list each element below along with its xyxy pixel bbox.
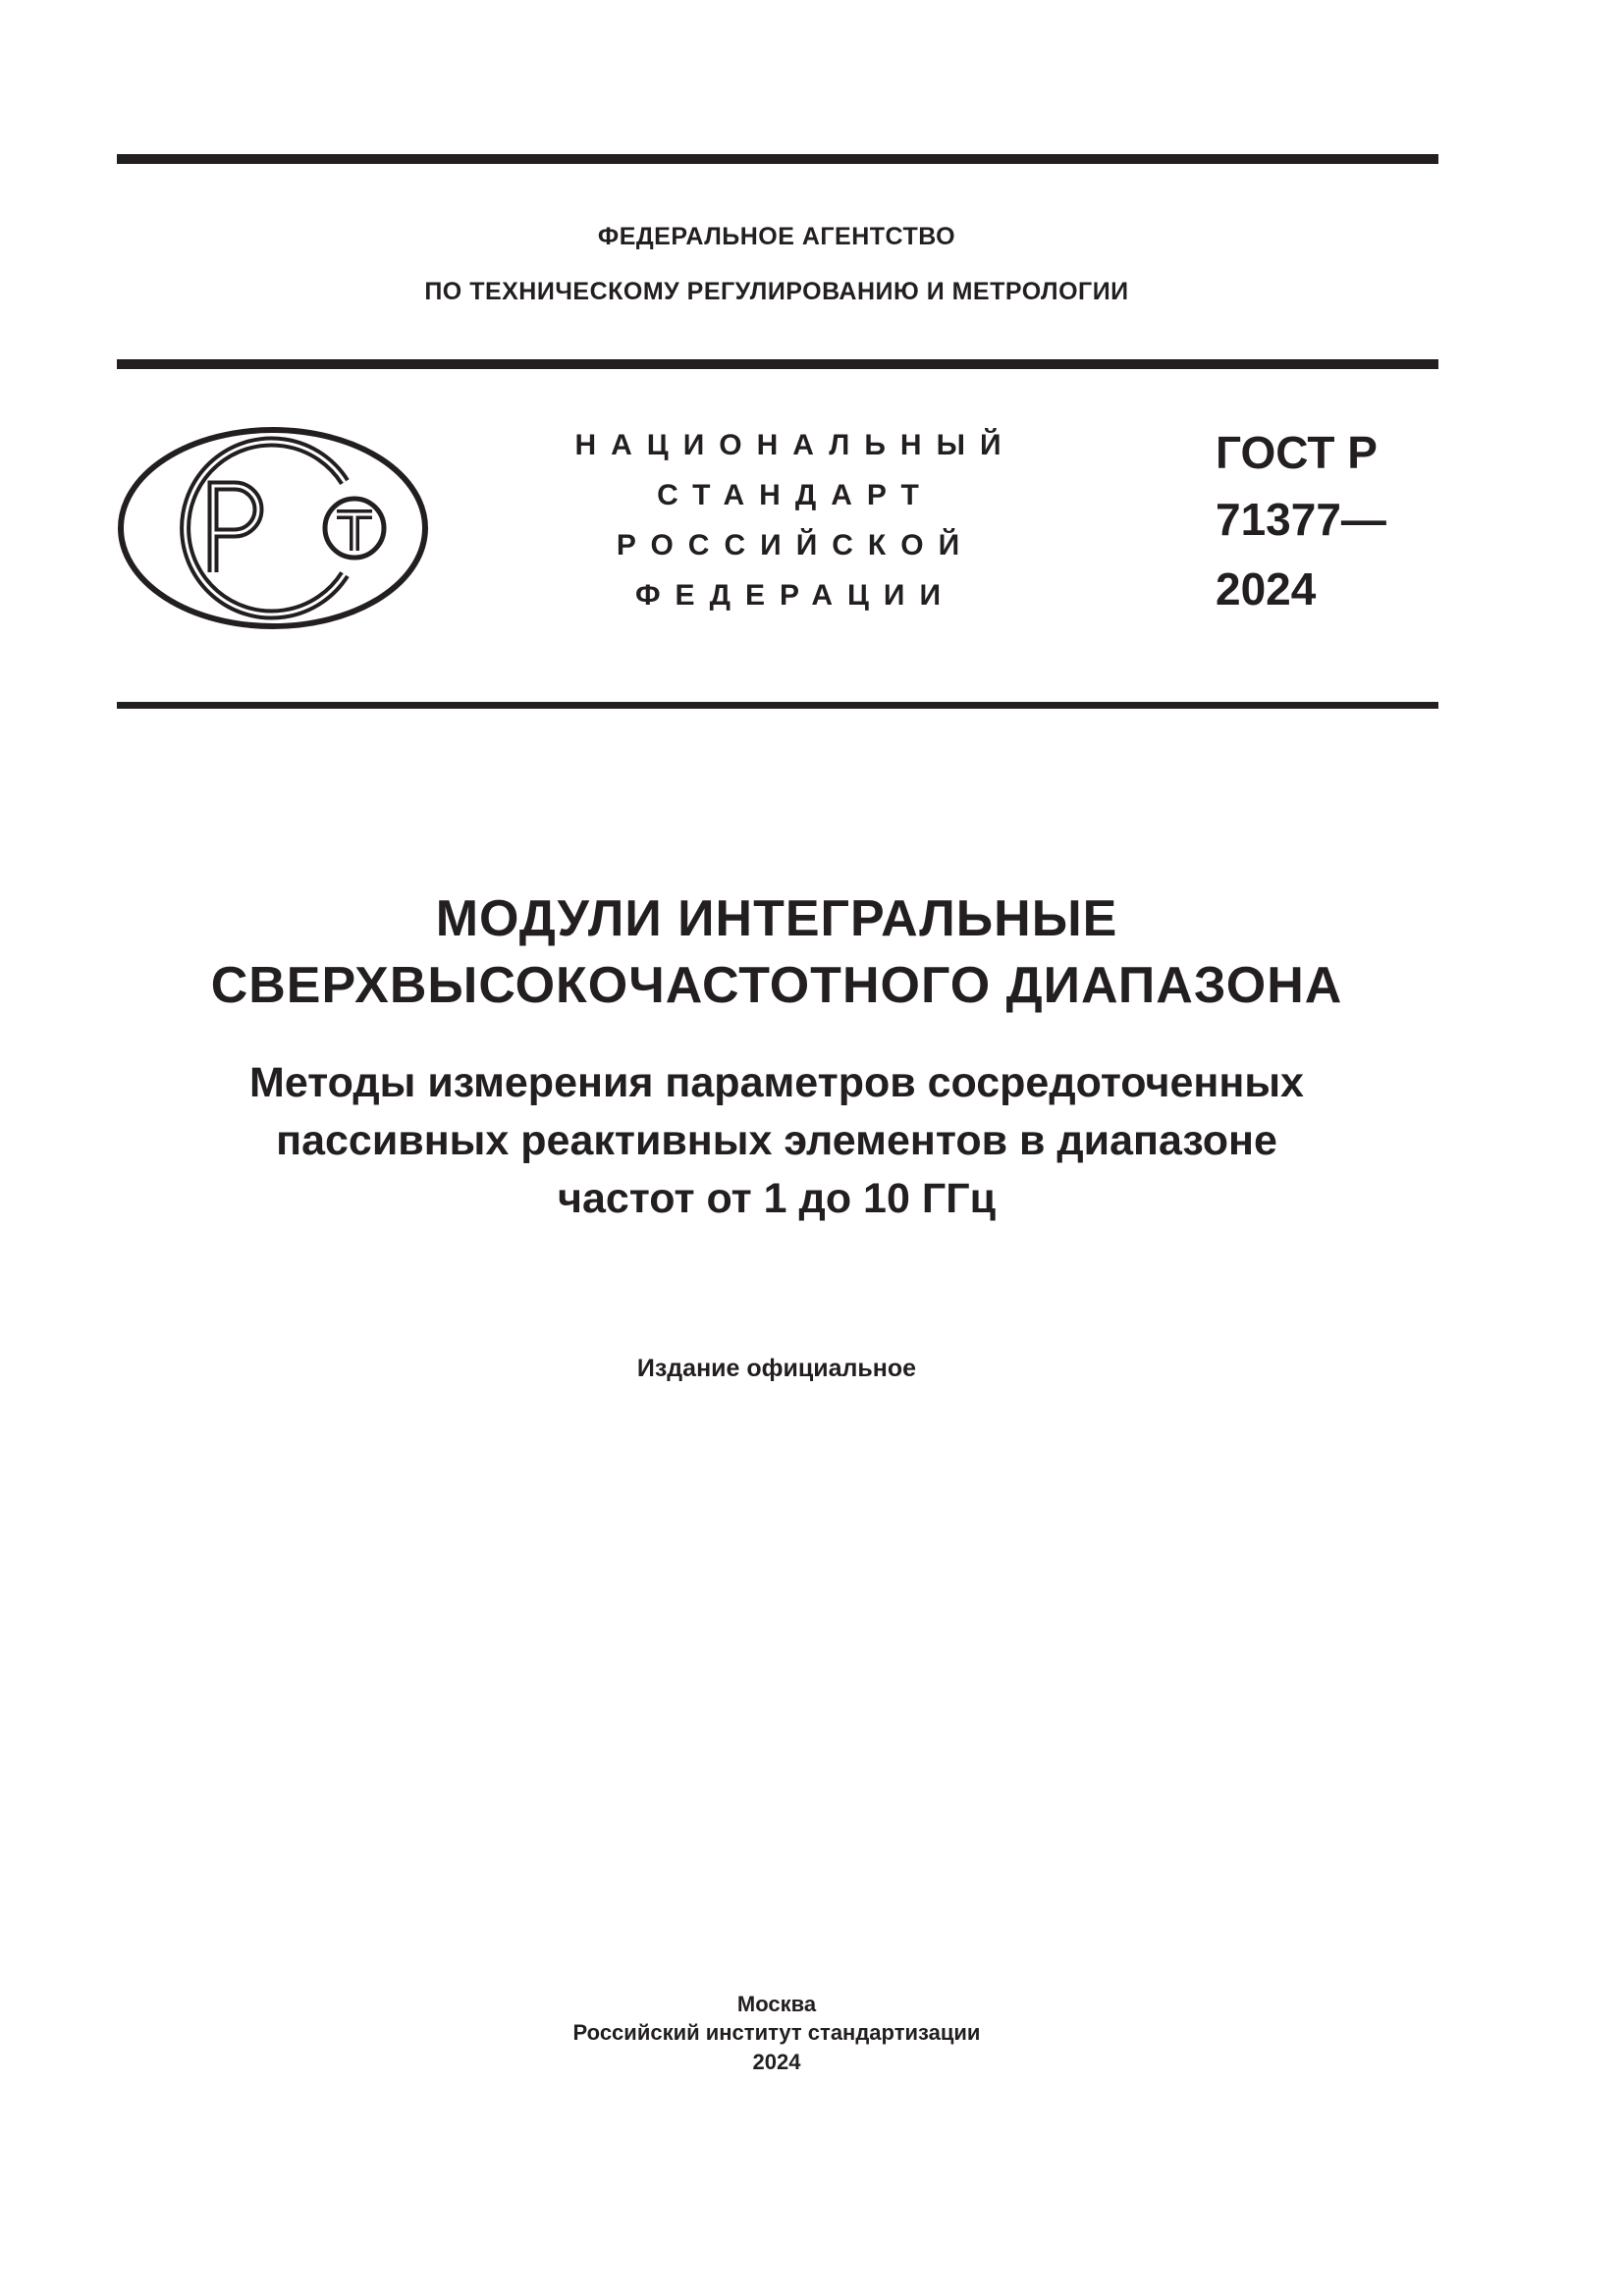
document-subtitle-line-1: Методы измерения параметров сосредоточенных <box>249 1059 1304 1106</box>
designation-line-3: 2024 <box>1216 563 1317 614</box>
designation-line-2: 71377— <box>1216 494 1386 545</box>
bottom-rule <box>117 702 1438 709</box>
middle-rule <box>117 359 1438 369</box>
document-title-line-1: МОДУЛИ ИНТЕГРАЛЬНЫЕ <box>435 890 1118 947</box>
edition-note: Издание официальное <box>636 1355 917 1382</box>
agency-line-1: ФЕДЕРАЛЬНОЕ АГЕНТСТВО <box>597 223 956 250</box>
standard-type-line-1: НАЦИОНАЛЬНЫЙ <box>574 429 1016 461</box>
document-subtitle-line-3: частот от 1 до 10 ГГц <box>557 1175 997 1222</box>
document-title-line-2: СВЕРХВЫСОКОЧАСТОТНОГО ДИАПАЗОНА <box>210 957 1343 1014</box>
standard-type-line-2: СТАНДАРТ <box>657 479 934 511</box>
imprint-year: 2024 <box>752 2050 801 2074</box>
standard-type-line-3: РОССИЙСКОЙ <box>616 529 975 561</box>
top-rule <box>117 154 1438 164</box>
imprint-publisher: Российский институт стандартизации <box>572 2020 981 2045</box>
document-subtitle-line-2: пассивных реактивных элементов в диапазоне <box>276 1117 1277 1164</box>
designation-line-1: ГОСТ Р <box>1216 427 1378 478</box>
standard-type-line-4: ФЕДЕРАЦИИ <box>634 579 956 612</box>
imprint-city: Москва <box>736 1992 817 2016</box>
agency-line-2: ПО ТЕХНИЧЕСКОМУ РЕГУЛИРОВАНИЮ И МЕТРОЛОГИИ <box>424 278 1129 305</box>
rst-emblem-icon <box>117 425 429 631</box>
